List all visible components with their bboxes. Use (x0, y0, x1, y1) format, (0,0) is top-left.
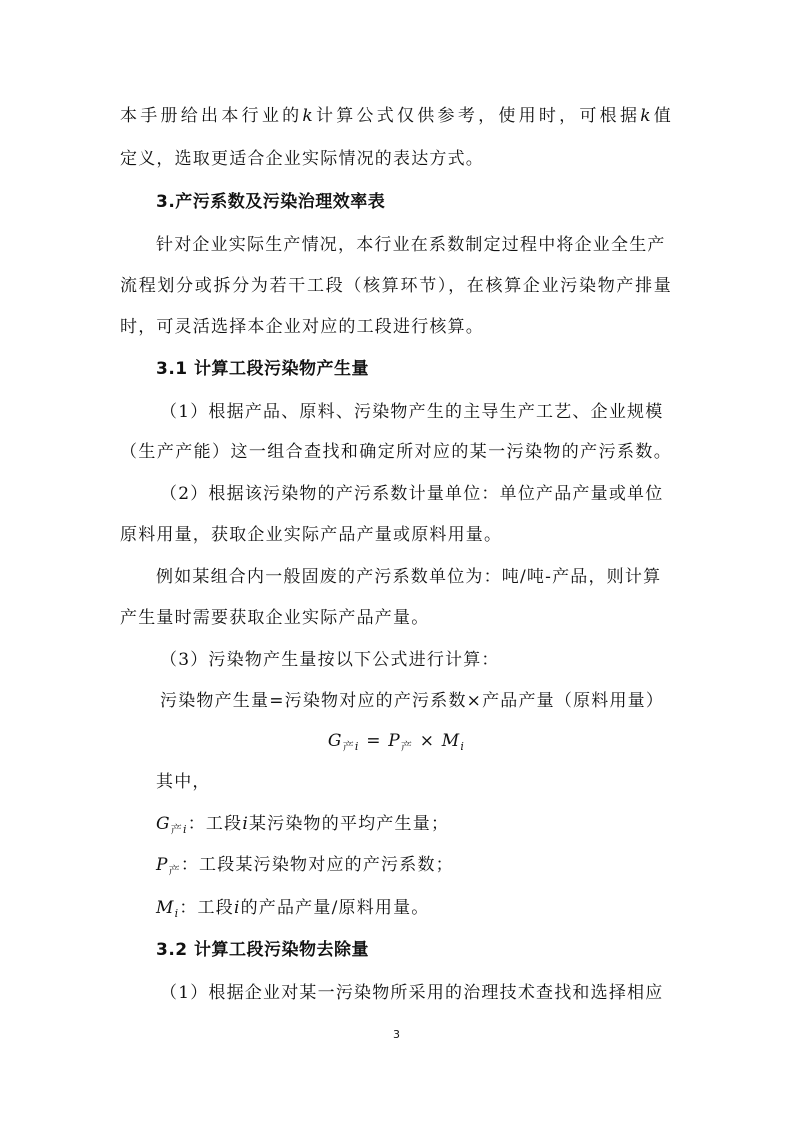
paragraph-line: 本手册给出本行业的k计算公式仅供参考，使用时，可根据k值 (120, 106, 672, 126)
paragraph-line: 时，可灵活选择本企业对应的工段进行核算。 (120, 317, 484, 337)
paragraph-line: （3）污染物产生量按以下公式进行计算： (160, 650, 500, 670)
paragraph-line: （1）根据企业对某一污染物所采用的治理技术查找和选择相应 (160, 983, 664, 1003)
definition-g: $G_{产i}$：工段i某污染物的平均产生量； (156, 814, 450, 836)
section-heading-3-2: 3.2 计算工段污染物去除量 (156, 940, 370, 960)
paragraph-line: 产生量时需要获取企业实际产品产量。 (120, 608, 430, 628)
paragraph-line: （1）根据产品、原料、污染物产生的主导生产工艺、企业规模 (160, 402, 664, 422)
variable-k: k (640, 106, 652, 126)
definition-m: $M_i$：工段i的产品产量/原料用量。 (156, 898, 430, 920)
section-heading-3: 3.产污系数及污染治理效率表 (156, 192, 386, 212)
variable-k: k (302, 106, 314, 126)
definition-p: $P_产$：工段某污染物对应的产污系数； (156, 855, 454, 877)
paragraph-line: （2）根据该污染物的产污系数计量单位：单位产品产量或单位 (160, 484, 664, 504)
section-heading-3-1: 3.1 计算工段污染物产生量 (156, 359, 370, 379)
where-label: 其中， (156, 772, 211, 792)
paragraph-line: 流程划分或拆分为若干工段（核算环节），在核算企业污染物产排量 (120, 276, 672, 296)
paragraph-line: 例如某组合内一般固废的产污系数单位为：吨/吨-产品，则计算 (156, 567, 662, 587)
paragraph-line: 原料用量，获取企业实际产品产量或原料用量。 (120, 525, 503, 545)
page-number: 3 (393, 1028, 400, 1041)
paragraph-line: 针对企业实际生产情况，本行业在系数制定过程中将企业全生产 (156, 235, 666, 255)
formula-description: 污染物产生量=污染物对应的产污系数×产品产量（原料用量） (160, 691, 665, 711)
paragraph-line: 定义，选取更适合企业实际情况的表达方式。 (120, 149, 484, 169)
formula: $G_{产i} = P_产 \times M_i$ (327, 731, 466, 753)
paragraph-line: （生产产能）这一组合查找和确定所对应的某一污染物的产污系数。 (120, 442, 672, 462)
